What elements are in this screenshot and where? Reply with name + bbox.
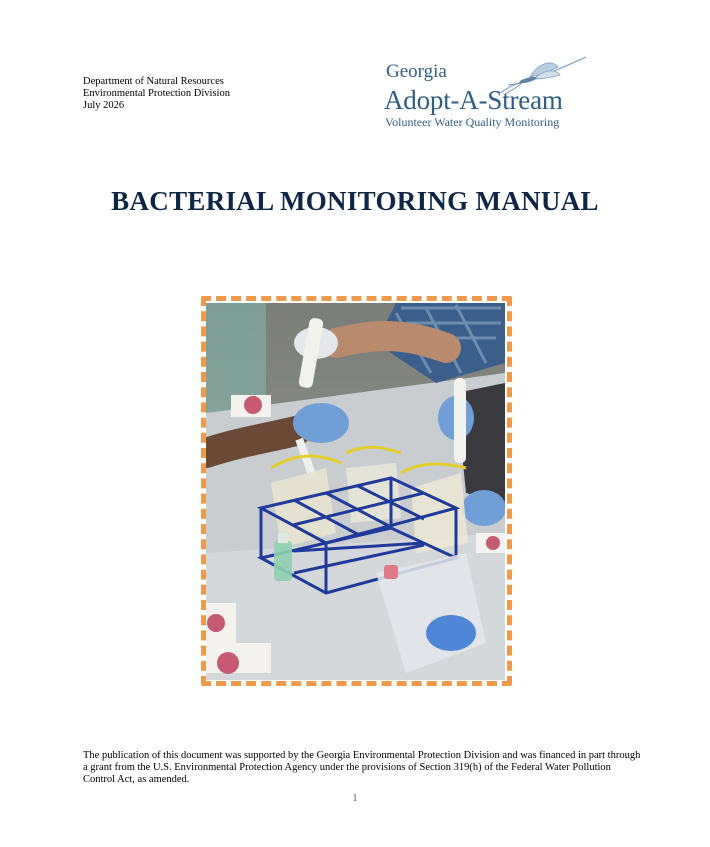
logo-line-georgia: Georgia xyxy=(386,61,447,82)
header-org-block xyxy=(83,76,230,112)
document-title: BACTERIAL MONITORING MANUAL xyxy=(111,186,599,216)
photo-frame xyxy=(201,296,512,686)
logo-line-tagline: Volunteer Water Quality Monitoring xyxy=(385,115,560,129)
funding-statement: The publication of this document was supported by the Georgia Environmental Protection Division and was financed in part through a grant from the U.S. Environmental Protection Agency under the provisions of Section 319(h) of the Federal Water Pollution Control Act, as amended. xyxy=(83,750,641,785)
header-department: Department of Natural Resources xyxy=(83,76,224,87)
adopt-a-stream-logo xyxy=(380,55,595,133)
header-date: July 2026 xyxy=(83,100,125,111)
page-number: 1 xyxy=(352,793,358,804)
header-division: Environmental Protection Division xyxy=(83,88,230,99)
logo-line-adopt-a-stream: Adopt-A-Stream xyxy=(384,85,563,115)
